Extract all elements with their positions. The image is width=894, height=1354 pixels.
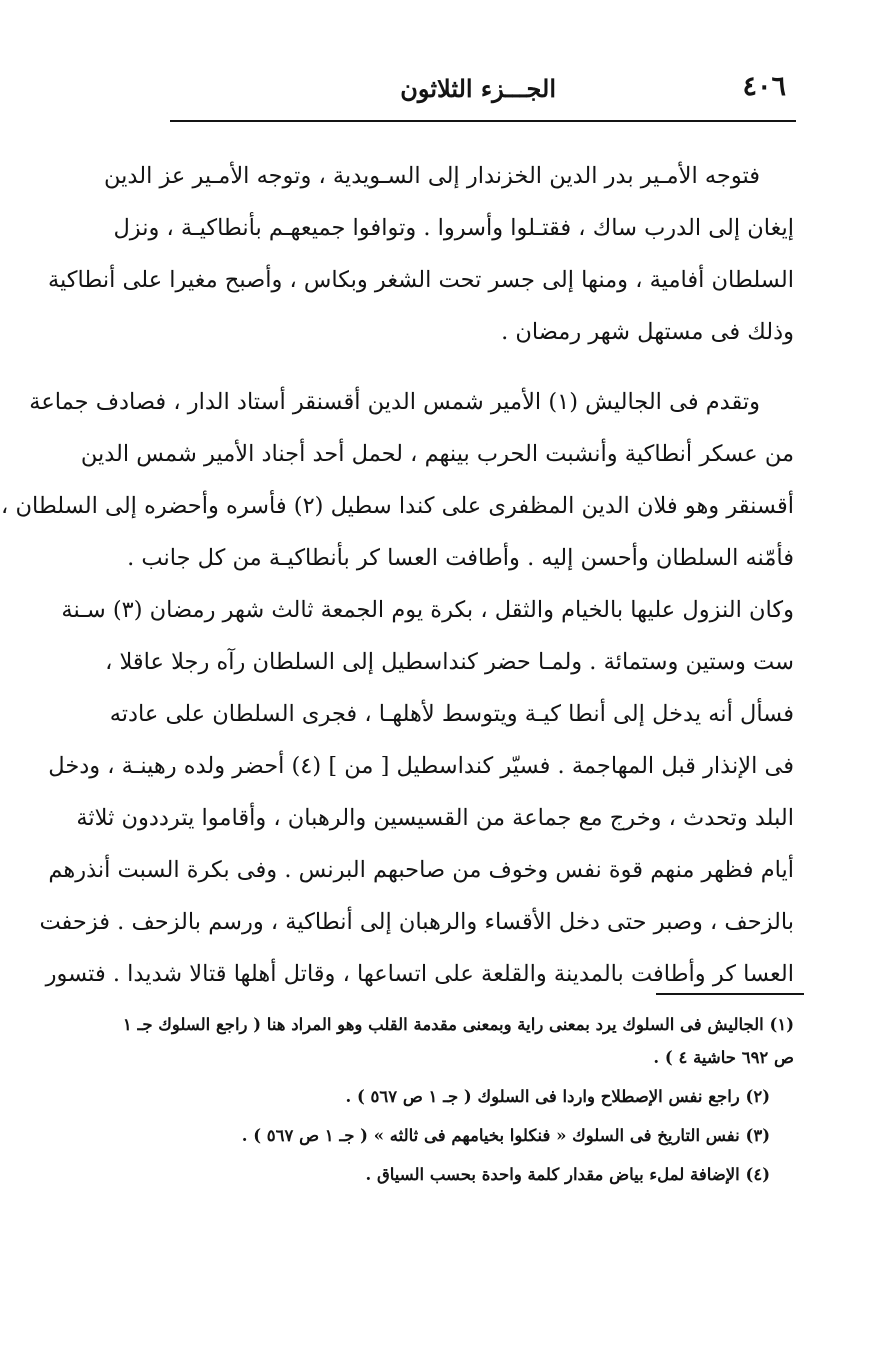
text-line: أيام فظهر منهم قوة نفس وخوف من صاحبهم البرنس . وفى بكرة السبت أنذرهم (48, 857, 794, 883)
text-line: العسا كر وأطافت بالمدينة والقلعة على اتساعها ، وقاتل أهلها قتالا شديدا . فتسور (45, 961, 794, 987)
paragraph-gap (172, 358, 794, 376)
text-line: بالزحف ، وصبر حتى دخل الأقساء والرهبان إلى أنطاكية ، ورسم بالزحف . فزحفت (39, 909, 794, 935)
main-text (1, 150, 794, 1000)
footnote-rule (656, 993, 804, 995)
header-rule (170, 120, 796, 122)
footnote-line: (٤) الإضافة لملء بياض مقدار كلمة واحدة بحسب السياق . (365, 1165, 770, 1184)
text-line: وتقدم فى الجاليش (١) الأمير شمس الدين أقسنقر أستاد الدار ، فصادف جماعة (29, 389, 760, 415)
page-header (170, 66, 796, 112)
text-line: فى الإنذار قبل المهاجمة . فسيّر كنداسطيل [ من ] (٤) أحضر ولده رهينـة ، ودخل (48, 753, 794, 779)
text-line: وكان النزول عليها بالخيام والثقل ، بكرة يوم الجمعة ثالث شهر رمضان (٣) سـنة (61, 597, 794, 623)
running-title: الجـــزء الثلاثون (400, 74, 556, 103)
text-line: السلطان أفامية ، ومنها إلى جسر تحت الشغر وبكاس ، وأصبح مغيرا على أنطاكية (47, 267, 794, 293)
footnote-line: ص ٦٩٢ حاشية ٤ ) . (653, 1048, 794, 1067)
text-line: فسأل أنه يدخل إلى أنطا كيـة ويتوسط لأهلهـا ، فجرى السلطان على عادته (109, 701, 794, 727)
text-line: من عسكر أنطاكية وأنشبت الحرب بينهم ، لحمل أحد أجناد الأمير شمس الدين (80, 441, 794, 467)
text-line: فأمّنه السلطان وأحسن إليه . وأطافت العسا كر بأنطاكيـة من كل جانب . (127, 545, 794, 571)
footnote-line: (٢) راجع نفس الإصطلاح واردا فى السلوك ( جـ ١ ص ٥٦٧ ) . (345, 1087, 770, 1106)
text-line: البلد وتحدث ، وخرج مع جماعة من القسيسين والرهبان ، وأقاموا يترددون ثلاثة (76, 805, 794, 831)
text-line: ست وستين وستمائة . ولمـا حضر كنداسطيل إلى السلطان رآه رجلا عاقلا ، (105, 649, 794, 675)
footnote-line: (١) الجاليش فى السلوك يرد بمعنى راية وبمعنى مقدمة القلب وهو المراد هنا ( راجع السلوك جـ ١ (122, 1015, 794, 1034)
text-line: فتوجه الأمـير بدر الدين الخزندار إلى السـويدية ، وتوجه الأمـير عز الدين (104, 163, 760, 189)
footnotes (122, 1008, 794, 1191)
footnote-line: (٣) نفس التاريخ فى السلوك « فنكلوا بخيامهم فى ثالثه » ( جـ ١ ص ٥٦٧ ) . (241, 1126, 770, 1145)
text-line: أقسنقر وهو فلان الدين المظفرى على كندا سطيل (٢) فأسره وأحضره إلى السلطان ، (1, 493, 794, 519)
text-line: إيغان إلى الدرب ساك ، فقتـلوا وأسروا . وتوافوا جميعهـم بأنطاكيـة ، ونزل (113, 215, 794, 241)
text-line: وذلك فى مستهل شهر رمضان . (501, 319, 794, 345)
page-number: ٤٠٦ (742, 71, 786, 102)
